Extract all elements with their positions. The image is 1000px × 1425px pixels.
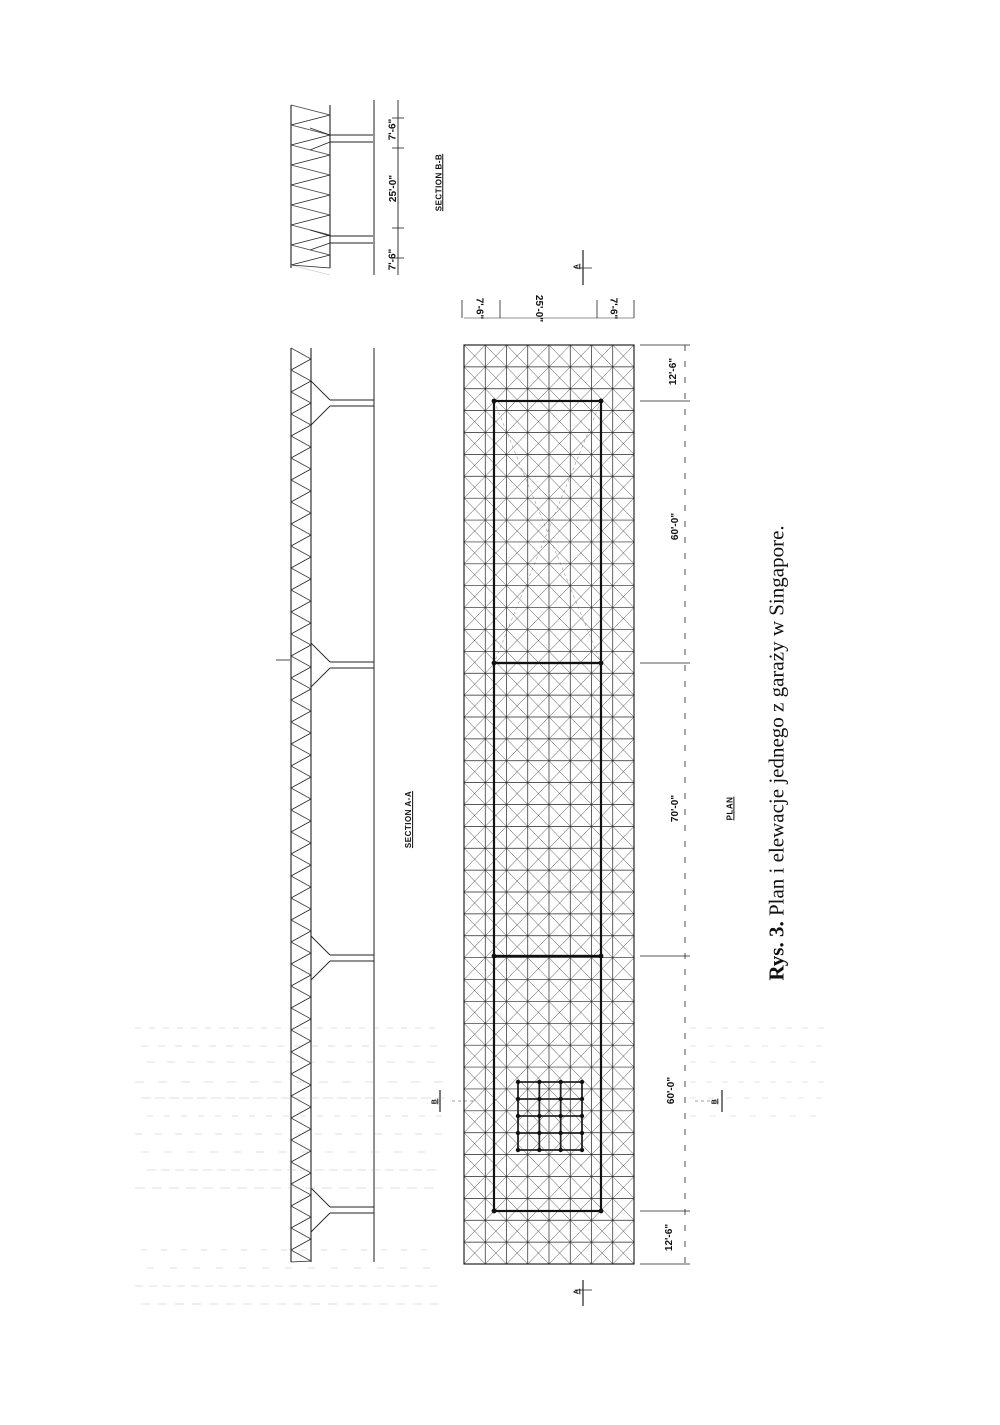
section-bb-label: SECTION B-B bbox=[434, 153, 444, 212]
section-bb-dim-1: 7'-6" bbox=[387, 118, 399, 141]
section-marker-b-left: B bbox=[431, 1098, 439, 1105]
caption-text: Plan i elewacje jednego z garaży w Singapore. bbox=[764, 525, 789, 917]
figure-caption bbox=[765, 525, 790, 980]
plan-long-dim-3: 70'-0" bbox=[670, 794, 682, 823]
section-marker-a-bottom: A bbox=[573, 1288, 581, 1295]
plan-long-dim-4: 60'-0" bbox=[666, 1076, 678, 1105]
show-through-text bbox=[135, 1028, 824, 1304]
section-aa-label: SECTION A-A bbox=[404, 790, 414, 849]
plan-cross-dim-2: 25'-0" bbox=[533, 294, 545, 323]
section-bb-dim-3: 7'-6" bbox=[387, 248, 399, 271]
plan-cross-dim-1: 7'-6" bbox=[473, 297, 485, 320]
plan-long-dim-1: 12'-6" bbox=[668, 357, 680, 386]
caption-number: Rys. 3. bbox=[764, 921, 789, 981]
dimension-lines bbox=[440, 250, 722, 1306]
plan-cross-dim-3: 7'-6" bbox=[607, 297, 619, 320]
plan-long-dim-5: 12'-6" bbox=[664, 1223, 676, 1252]
plan-long-dim-2: 60'-0" bbox=[670, 512, 682, 541]
section-aa-drawing bbox=[276, 348, 374, 1262]
section-bb-dim-2: 25'-0" bbox=[388, 174, 400, 203]
section-marker-a-top: A bbox=[573, 263, 581, 270]
section-marker-b-right: B bbox=[711, 1098, 719, 1105]
plan-label: PLAN bbox=[725, 796, 735, 821]
plan-drawing bbox=[464, 345, 634, 1264]
